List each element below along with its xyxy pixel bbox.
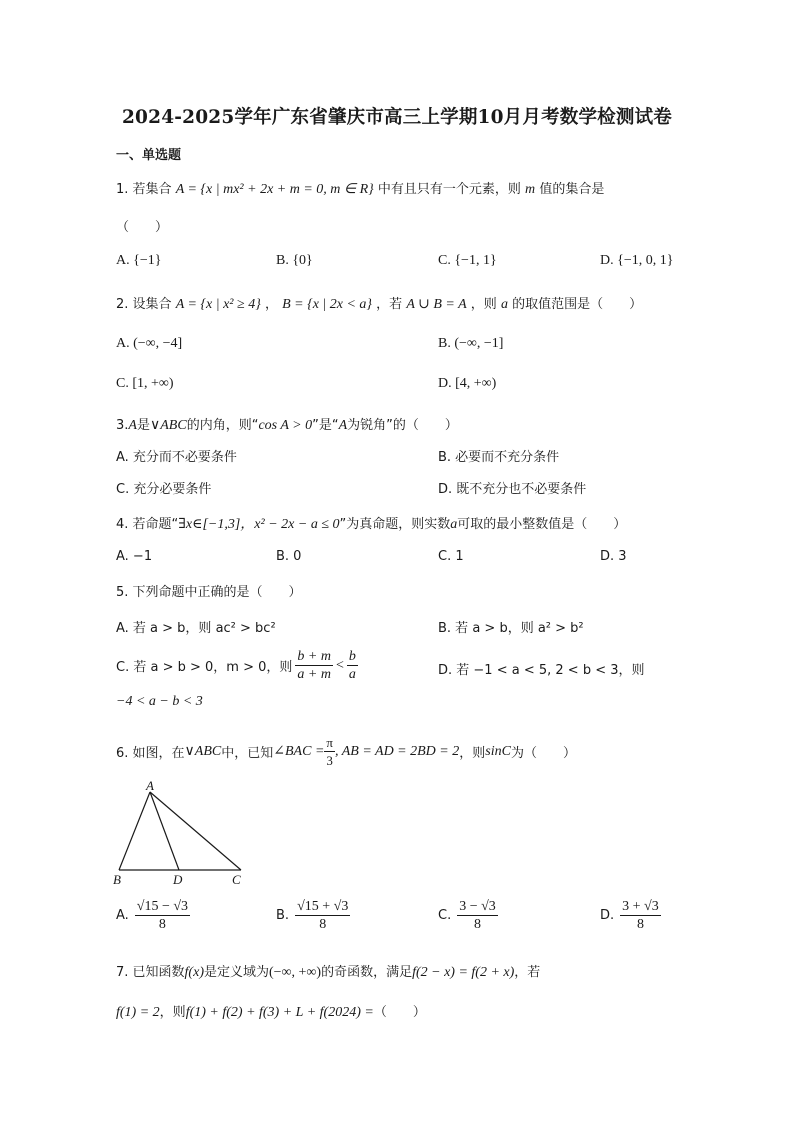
- option-fraction: [135, 898, 190, 933]
- q7-condition: f(2 − x) = f(2 + x): [412, 965, 515, 980]
- q5-option-c-frac-1: [295, 648, 333, 683]
- q7-given: f(1) = 2: [116, 1005, 160, 1020]
- q1-number: 1. 若集合: [116, 182, 172, 197]
- q6-condition: , AB = AD = 2BD = 2: [334, 743, 460, 759]
- frac-denominator: 8: [636, 917, 644, 932]
- q4-text-a: 4. 若命题“: [116, 517, 179, 532]
- q1-set-a: A = {x | mx² + 2x + m = 0, m ∈ R}: [175, 182, 374, 197]
- q1-var: m: [525, 182, 536, 197]
- q7-text-d: ，若: [514, 965, 541, 980]
- q6-target: sinC: [485, 743, 511, 759]
- exam-title: 2024-2025学年广东省肇庆市高三上学期10月月考数学检测试卷: [121, 107, 672, 128]
- question-5-stem: 5. 下列命题中正确的是（ ）: [116, 585, 302, 600]
- question-7-line-2: [116, 1001, 426, 1021]
- q1-option-b[interactable]: B. {0}: [276, 253, 313, 268]
- q3-text-d: ”是“: [312, 418, 339, 433]
- q3-text-c: 的内角，则“: [186, 418, 259, 433]
- q2-option-c[interactable]: C. [1, +∞): [116, 376, 174, 391]
- frac-denominator: 8: [158, 917, 166, 932]
- q2-text3: 的取值范围是（ ）: [512, 297, 643, 312]
- q1-text: 中有且只有一个元素，则: [377, 182, 521, 197]
- q5-option-c[interactable]: [116, 648, 358, 683]
- q1-option-d[interactable]: D. {−1, 0, 1}: [600, 253, 674, 268]
- q4-condition: ∃x∈[−1,3]，x² − 2x − a ≤ 0: [178, 517, 340, 532]
- q5-option-a[interactable]: A. 若 a > b，则 ac² > bc²: [116, 621, 276, 636]
- q5-option-c-lt: <: [335, 657, 344, 673]
- question-3-stem: [116, 414, 458, 434]
- option-fraction: [620, 898, 661, 933]
- q4-option-b[interactable]: B. 0: [276, 549, 302, 564]
- q3-number: 3.: [116, 418, 129, 433]
- frac-numerator: 3 − √3: [459, 899, 496, 914]
- q2-text2: ，则: [470, 297, 497, 312]
- question-4-stem: [116, 513, 626, 533]
- q2-sep: ，: [264, 297, 278, 312]
- q6-text-a: 6. 如图，在: [116, 746, 185, 761]
- vertex-label-b: B: [113, 872, 121, 887]
- frac-denominator: a: [348, 667, 356, 682]
- question-2-stem: [116, 293, 642, 313]
- frac-numerator: 3 + √3: [622, 899, 659, 914]
- frac-numerator: b: [348, 649, 356, 664]
- q6-option-c[interactable]: [438, 898, 498, 933]
- frac-numerator: √15 + √3: [297, 899, 349, 914]
- q2-text: ，若: [376, 297, 403, 312]
- q6-angle: ∠BAC =: [273, 744, 325, 759]
- q5-option-d[interactable]: D. 若 −1 < a < 5, 2 < b < 3，则: [438, 663, 645, 678]
- question-1-stem: [116, 178, 604, 198]
- q3-condition: cos A > 0: [258, 418, 313, 433]
- q5-option-b[interactable]: B. 若 a > b，则 a² > b²: [438, 621, 584, 636]
- frac-denominator: 3: [326, 753, 333, 768]
- q6-pi-frac: [324, 734, 335, 769]
- q7-paren: （ ）: [373, 1005, 426, 1020]
- q4-option-c[interactable]: C. 1: [438, 549, 464, 564]
- q4-text-c: 可取的最小整数值是（ ）: [457, 517, 627, 532]
- q7-text-b: 是定义域为: [203, 965, 269, 980]
- q2-set-b: B = {x | 2x < a}: [282, 297, 373, 312]
- q7-text-a: 7. 已知函数: [116, 965, 185, 980]
- q2-option-b[interactable]: B. (−∞, −1]: [438, 336, 504, 351]
- q5-option-d-cont: −4 < a − b < 3: [116, 694, 203, 709]
- q4-var: a: [450, 517, 458, 532]
- q7-fx: f(x): [184, 965, 204, 980]
- vertex-label-c: C: [232, 872, 241, 887]
- frac-numerator: π: [326, 735, 333, 750]
- side-ac: [150, 792, 241, 870]
- option-letter: A.: [116, 908, 129, 923]
- q5-option-c-frac-2: [347, 648, 358, 683]
- q6-option-d[interactable]: [600, 898, 661, 933]
- q4-option-a[interactable]: A. −1: [116, 549, 153, 564]
- q6-text-b: 中，已知: [221, 746, 274, 761]
- frac-denominator: 8: [319, 917, 327, 932]
- vertex-label-d: D: [173, 872, 183, 887]
- q3-text-b: 是: [136, 418, 150, 433]
- q4-text-b: ”为真命题，则实数: [339, 517, 451, 532]
- q3-option-a[interactable]: A. 充分而不必要条件: [116, 450, 237, 465]
- q7-domain: (−∞, +∞): [269, 965, 322, 980]
- q2-var: a: [500, 297, 508, 312]
- q1-option-a[interactable]: A. {−1}: [116, 253, 162, 268]
- option-letter: C.: [438, 908, 452, 923]
- q1-text2: 值的集合是: [539, 182, 605, 197]
- q3-option-d[interactable]: D. 既不充分也不必要条件: [438, 482, 587, 497]
- option-letter: B.: [276, 908, 290, 923]
- q3-option-b[interactable]: B. 必要而不充分条件: [438, 450, 560, 465]
- question-6-stem: [116, 734, 576, 769]
- frac-denominator: a + m: [297, 667, 331, 682]
- q6-triangle-figure: [108, 778, 253, 888]
- q6-triangle: ∨ABC: [184, 744, 222, 759]
- q6-text-c: ，则: [459, 746, 486, 761]
- q2-option-a[interactable]: A. (−∞, −4]: [116, 336, 183, 351]
- q2-set-a: A = {x | x² ≥ 4}: [175, 297, 261, 312]
- q7-sum: f(1) + f(2) + f(3) + L + f(2024) =: [185, 1005, 374, 1020]
- section-heading: 一、单选题: [116, 148, 182, 163]
- q3-triangle: ∨ABC: [149, 418, 187, 433]
- frac-numerator: b + m: [297, 649, 331, 664]
- option-letter: D.: [600, 908, 615, 923]
- q6-text-d: 为（ ）: [510, 746, 576, 761]
- option-fraction: [295, 898, 350, 933]
- q3-var2: A: [338, 418, 348, 433]
- q5-option-c-text: C. 若 a > b > 0，m > 0，则: [116, 660, 293, 675]
- q2-condition: A ∪ B = A: [406, 297, 467, 312]
- vertex-label-a: A: [146, 778, 154, 793]
- q2-option-d[interactable]: D. [4, +∞): [438, 376, 497, 391]
- q7-text-c: 的奇函数，满足: [321, 965, 413, 980]
- frac-denominator: 8: [474, 917, 482, 932]
- q3-var: A: [128, 418, 137, 433]
- question-7-line-1: [116, 961, 540, 981]
- q3-text-e: 为锐角”的（ ）: [347, 418, 458, 433]
- q1-option-c[interactable]: C. {−1, 1}: [438, 253, 497, 268]
- q7-text-e: ，则: [159, 1005, 186, 1020]
- frac-numerator: √15 − √3: [136, 899, 189, 914]
- q6-option-a[interactable]: [116, 898, 190, 933]
- q6-option-b[interactable]: [276, 898, 350, 933]
- option-fraction: [457, 898, 498, 933]
- q3-option-c[interactable]: C. 充分必要条件: [116, 482, 212, 497]
- q4-option-d[interactable]: D. 3: [600, 549, 627, 564]
- side-ab: [119, 792, 150, 870]
- q2-number: 2. 设集合: [116, 297, 172, 312]
- q1-paren: （ ）: [116, 220, 169, 235]
